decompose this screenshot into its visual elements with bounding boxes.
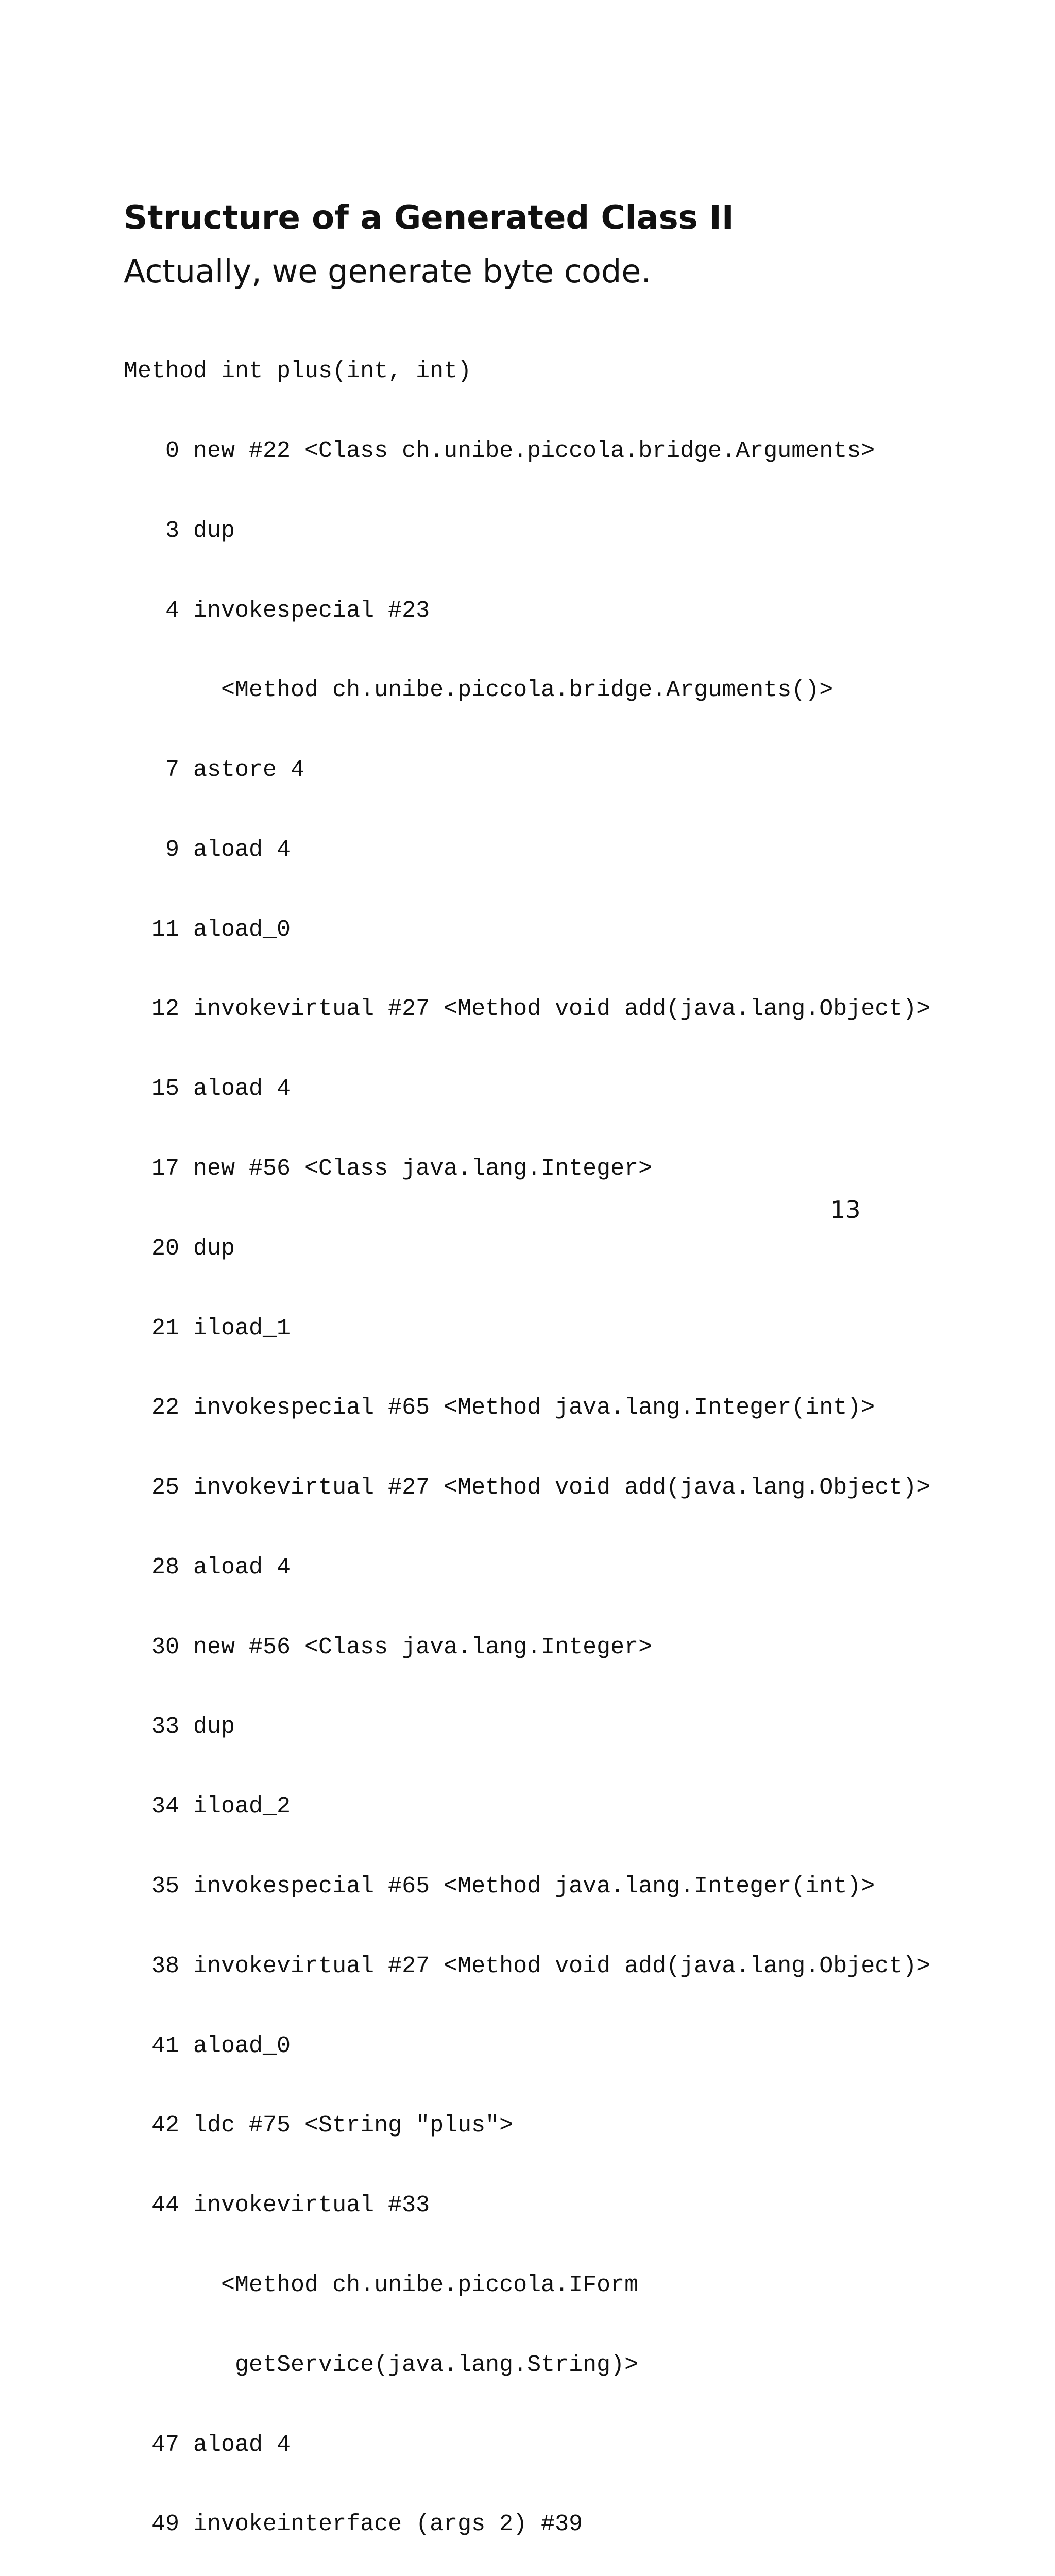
code-line: 33 dup xyxy=(124,1714,235,1740)
code-line: 20 dup xyxy=(124,1235,235,1262)
code-line: 4 invokespecial #23 xyxy=(124,597,430,624)
code-line: 9 aload 4 xyxy=(124,836,291,863)
code-line: 7 astore 4 xyxy=(124,757,305,784)
code-line: <Method ch.unibe.piccola.IForm xyxy=(124,2272,639,2298)
code-line: 22 invokespecial #65 <Method java.lang.Integer(int)> xyxy=(124,1395,875,1421)
page-title: Structure of a Generated Class II xyxy=(124,199,734,237)
code-line: 21 iload_1 xyxy=(124,1315,291,1342)
code-line: <Method ch.unibe.piccola.bridge.Arguments()> xyxy=(124,677,833,704)
code-line: 28 aload 4 xyxy=(124,1554,291,1581)
code-line: 34 iload_2 xyxy=(124,1793,291,1820)
code-line: 49 invokeinterface (args 2) #39 xyxy=(124,2511,583,2538)
page-number: 13 xyxy=(830,1196,861,1224)
code-line: Method int plus(int, int) xyxy=(124,358,472,385)
code-line: 44 invokevirtual #33 xyxy=(124,2192,430,2219)
code-line: 15 aload 4 xyxy=(124,1076,291,1103)
code-line: 42 ldc #75 <String "plus"> xyxy=(124,2112,514,2139)
code-line: 30 new #56 <Class java.lang.Integer> xyxy=(124,1634,653,1660)
code-line: 3 dup xyxy=(124,517,235,544)
bytecode-listing xyxy=(124,305,930,2576)
code-line: 0 new #22 <Class ch.unibe.piccola.bridge.Arguments> xyxy=(124,437,875,464)
code-line: 47 aload 4 xyxy=(124,2431,291,2458)
page-subtitle: Actually, we generate byte code. xyxy=(124,252,652,290)
code-line: 25 invokevirtual #27 <Method void add(java.lang.Object)> xyxy=(124,1475,931,1501)
code-line: 17 new #56 <Class java.lang.Integer> xyxy=(124,1156,653,1182)
code-line: 38 invokevirtual #27 <Method void add(java.lang.Object)> xyxy=(124,1953,931,1979)
code-line: 12 invokevirtual #27 <Method void add(java.lang.Object)> xyxy=(124,996,931,1023)
code-line: 35 invokespecial #65 <Method java.lang.Integer(int)> xyxy=(124,1873,875,1900)
code-line: getService(java.lang.String)> xyxy=(124,2351,639,2378)
code-line: 11 aload_0 xyxy=(124,916,291,943)
code-line: 41 aload_0 xyxy=(124,2032,291,2059)
